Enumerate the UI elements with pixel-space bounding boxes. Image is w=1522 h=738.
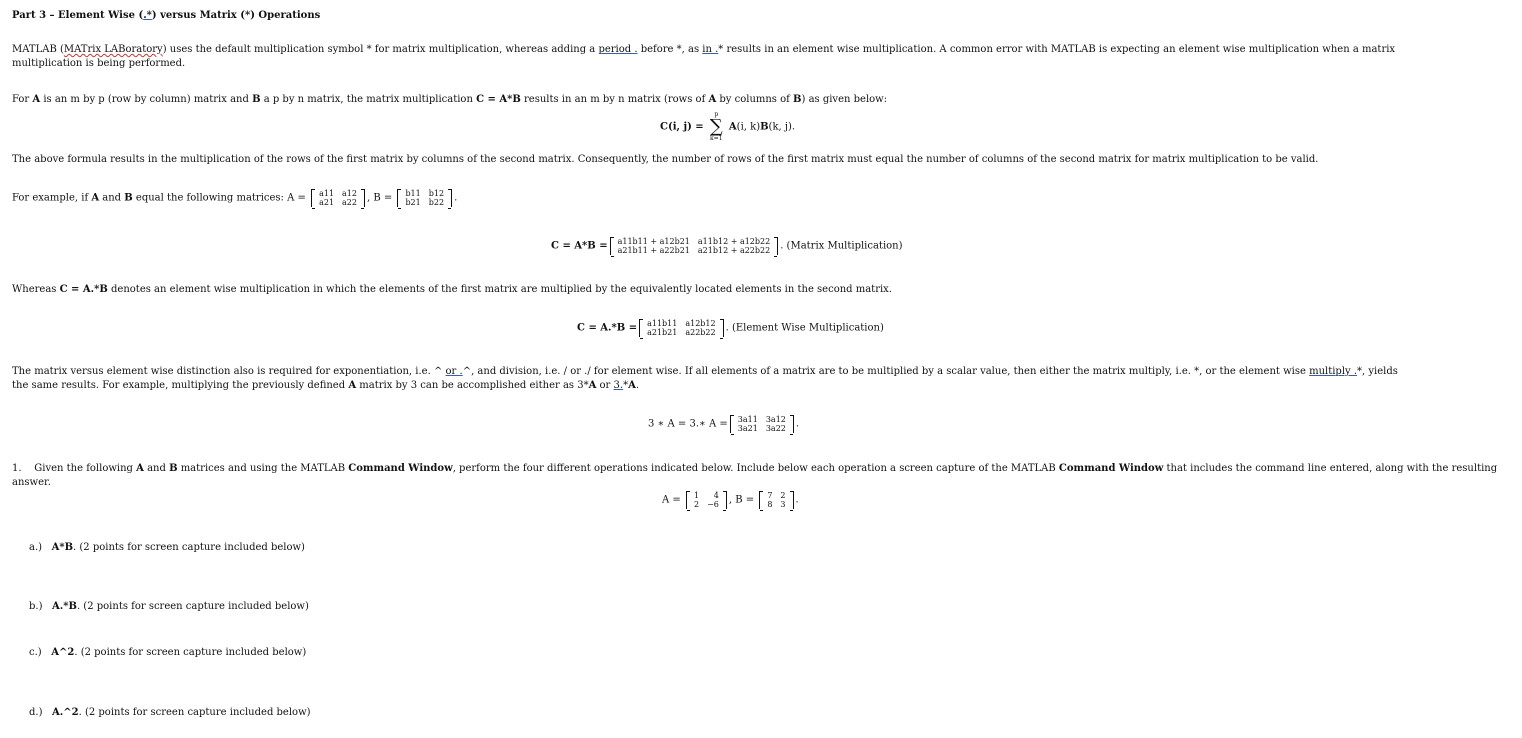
elemmul-result-matrix: a11b11 a12b12 a21b21 a22b22	[639, 319, 724, 337]
given-matrix-a: 1 4 2 −6	[686, 491, 727, 509]
scalar-result-matrix: 3a11 3a12 3a21 3a22	[730, 415, 794, 433]
given-matrices: A = 1 4 2 −6 , B = 7 2 8 3 .	[662, 491, 799, 509]
part-d: d.) A.^2. (2 points for screen capture included below)	[29, 707, 311, 718]
matrix-multiplication-equation: C = A*B = a11b11 + a12b21 a11b12 + a12b22 a21b11 + a22b21 a21b12 + a22b22 . (Matrix Multiplication)	[551, 237, 903, 255]
sigma-symbol: ∑	[709, 116, 723, 137]
definition-paragraph: For A is an m by p (row by column) matrix and B a p by n matrix, the matrix multiplication C = A*B results in an m by n matrix (rows of A by columns of B) as given below:	[12, 94, 888, 105]
intro-paragraph: MATLAB (MATrix LABoratory) uses the default multiplication symbol * for matrix multiplication, whereas adding a period . before *, as in .* results in an element wise multiplication. A common error with MATLAB is expecting an element wise multiplication when a matrix multiplication is being performed.	[12, 44, 1396, 69]
part-c: c.) A^2. (2 points for screen capture included below)	[29, 647, 307, 658]
heading-mid: ) versus Matrix (*) Operations	[151, 10, 321, 21]
matrix-b-symbolic: b11 b12 b21 b22	[397, 189, 452, 207]
example-paragraph: For example, if A and B equal the following matrices: A = a11 a12 a21 a22 , B = b11 b12 b21 b22 .	[12, 189, 458, 207]
page-heading	[12, 9, 320, 23]
question-number: 1.	[12, 463, 22, 474]
question-1: 1. Given the following A and B matrices and using the MATLAB Command Window, perform the four different operations indicated below. Include below each operation a screen capture of the MATLAB Command Window that includes the command line entered, along with the resulting answer.	[12, 463, 1498, 488]
matlab-acronym: MATrix LABoratory	[63, 44, 163, 55]
elementwise-multiplication-equation: C = A.*B = a11b11 a12b12 a21b21 a22b22 . (Element Wise Multiplication)	[577, 319, 884, 337]
scalar-multiplication-equation: 3 ∗ A = 3.∗ A = 3a11 3a12 3a21 3a22 .	[648, 415, 800, 433]
whereas-paragraph: Whereas C = A.*B denotes an element wise multiplication in which the elements of the first matrix are multiplied by the equivalently located elements in the second matrix.	[12, 284, 892, 295]
given-matrix-b: 7 2 8 3	[759, 491, 793, 509]
heading-pre: Part 3 – Element Wise (	[12, 10, 144, 21]
heading-op: .*	[143, 10, 152, 21]
part-a: a.) A*B. (2 points for screen capture included below)	[29, 542, 305, 553]
exponentiation-paragraph: The matrix versus element wise distinction also is required for exponentiation, i.e. ^ or .^, and division, i.e. / or ./ for element wise. If all elements of a matrix are to be multiplied by a scalar value, then either the matrix multiply, i.e. *, or the element wise multiply .*, yields the same results. For example, multiplying the previously defined A matrix by 3 can be accomplished either as 3*A or 3.*A.	[12, 366, 1398, 391]
formula-note: The above formula results in the multiplication of the rows of the first matrix by columns of the second matrix. Consequently, the number of rows of the first matrix must equal the number of columns of the second matrix for matrix multiplication to be valid.	[12, 154, 1319, 165]
matmul-result-matrix: a11b11 + a12b21 a11b12 + a12b22 a21b11 + a22b21 a21b12 + a22b22	[610, 237, 779, 255]
summation-formula: C(i, j) = p ∑ k=1 A(i, k)B(k, j).	[660, 111, 796, 142]
part-b: b.) A.*B. (2 points for screen capture included below)	[29, 601, 309, 612]
matrix-a-symbolic: a11 a12 a21 a22	[311, 189, 365, 207]
